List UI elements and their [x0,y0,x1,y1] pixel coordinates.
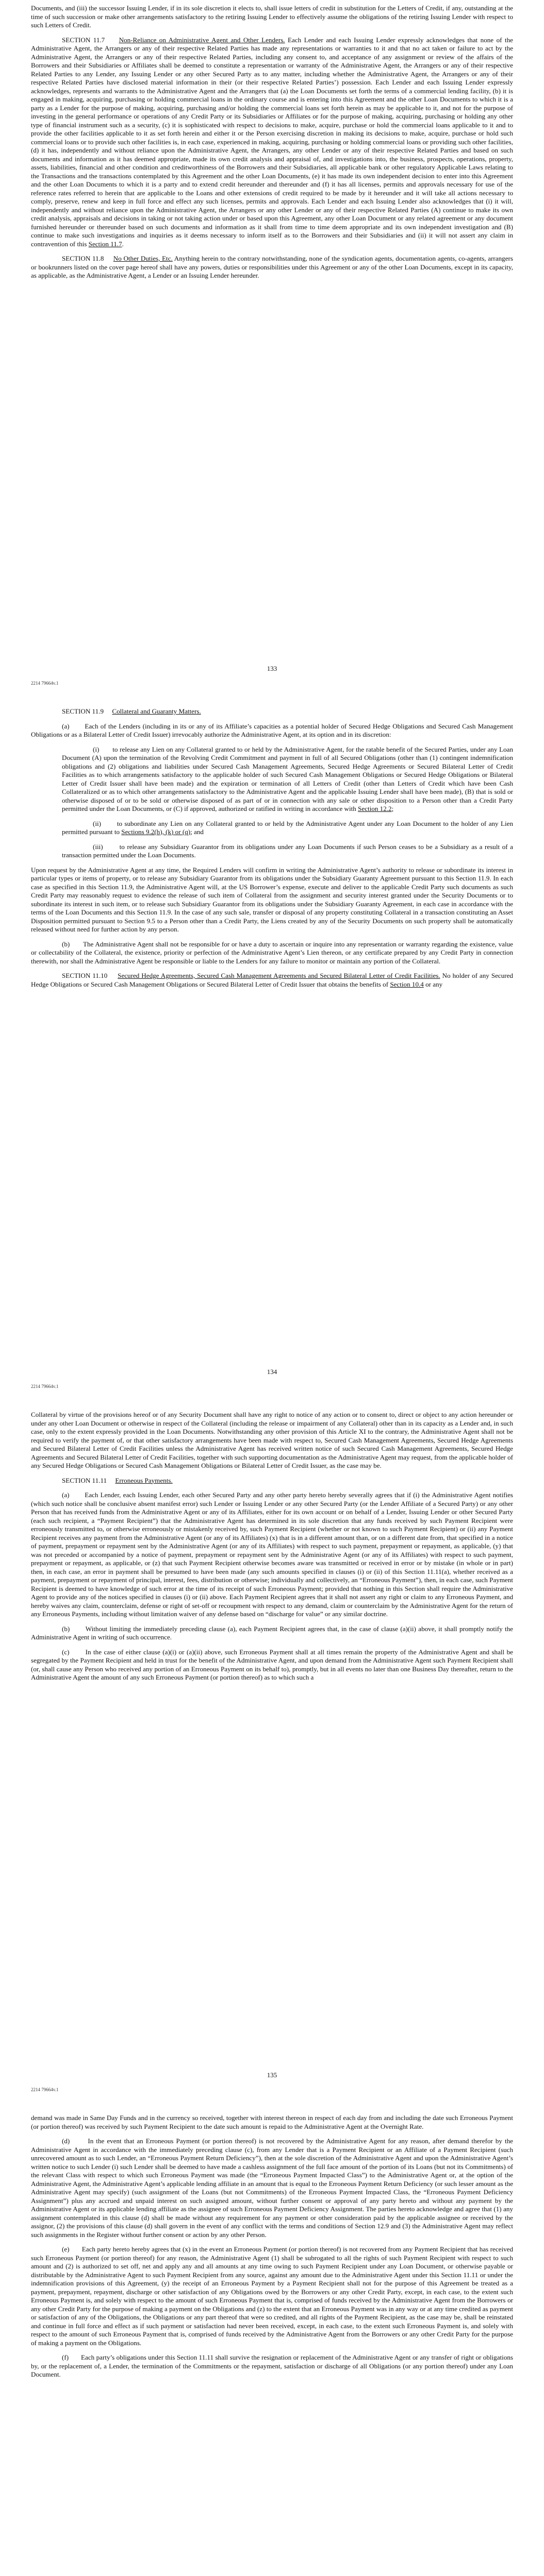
clause-text: to release any Subsidiary Guarantor from its obligations under any Loan Documents if such Person ceases to be a Subsidiary as a result of a transaction permitted under the Loan Documents. [62,842,513,859]
clause-label: (b) [62,940,70,948]
clause-label: (c) [62,1648,70,1656]
page-134 [0,703,544,1406]
clause-text: to release any Lien on any Collateral granted to or held by the Administrative Agent, for the ratable benefit of the Secured Parties, under any Loan Document (A) upon the termination of the Revolving Credit Commitment and payment in full of all Secured Obligations (other than (1) contingent indemnification obligations and (2) obligations and liabilities under Secured Cash Management Agreements, Secured Hedge Agreements or Secured Bilateral Letter of Credit Facilities as to which arrangements satisfactory to the applicable holder of such Secured Cash Management Obligations or Secured Hedge Obligations or Bilateral Letter of Credit Issuer shall have been made) and the expiration or termination of all Letters of Credit (other than Letters of Credit which have been Cash Collateralized or as to which other arrangements satisfactory to the Administrative Agent and the applicable Issuing Lender shall have been made), (B) that is sold or otherwise disposed of or to be sold or otherwise disposed of as part of or in connection with any sale or other disposition to a Person other than a Credit Party permitted under the Loan Documents, or (C) if approved, authorized or ratified in writing in accordance with [62,745,514,812]
section-number: SECTION 11.7 [62,36,105,44]
section-text-tail: or any [425,980,443,988]
clause-a [31,722,513,739]
clause-text: Each party hereto hereby agrees that (x) in the event an Erroneous Payment (or portion thereof) is not recovered from any Payment Recipient that has received such Erroneous Payment (or portion thereof) for any reason, the Administrative Agent (1) shall be subrogated to all the rights of such Payment Recipient with respect to such amount and (2) is authorized to set off, net and apply any and all amounts at any time owing to such Payment Recipient under any Loan Document, or otherwise payable or distributable by the Administrative Agent to such Payment Recipient from any source, against any amount due to the Administrative Agent under this Section 11.11 or under the indemnification provisions of this Agreement, (y) the receipt of an Erroneous Payment by a Payment Recipient shall not for the purpose of this Agreement be treated as a payment, prepayment, repayment, discharge or other satisfaction of any Obligations owed by the Borrowers or any other Credit Party, except, in each case, to the extent such Erroneous Payment is, and solely with respect to the amount of such Erroneous Payment that is, comprised of funds received by the Administrative Agent from the Borrowers or any other Credit Party for the purpose of making a payment on the Obligations and (z) to the extent that an Erroneous Payment was in any way or at any time credited as payment or satisfaction of any of the Obligations, the Obligations or any part thereof that were so credited, and all rights of the Payment Recipient, as the case may be, shall be reinstated and continue in full force and effect as if such payment or satisfaction had never been received, except, in each case, to the extent such Erroneous Payment is, and solely with respect to the amount of such Erroneous Payment that is, comprised of funds received by the Administrative Agent from the Borrowers or any other Credit Party for the purpose of making a payment on the Obligations. [31,2245,513,2347]
clause-label: (b) [62,1624,70,1633]
section-number: SECTION 11.11 [62,1476,107,1484]
clause-label: (d) [62,2137,70,2145]
page-number: 133 [267,665,277,672]
section-number: SECTION 11.10 [62,972,108,979]
clause-text: to subordinate any Lien on any Collateral granted to or held by the Administrative Agent under any Loan Document to the holder of any Lien permitted pursuant to [62,819,513,836]
section-title: Non-Reliance on Administrative Agent and Other Lenders. [119,36,285,44]
clause-text: Without limiting the immediately preceding clause (a), each Payment Recipient agrees that, in the case of clause (a)(ii) above, it shall promptly notify the Administrative Agent in writing of such occurrence. [31,1624,513,1641]
section-11-8 [31,255,513,280]
clause-label: (iii) [93,842,103,851]
paragraph: demand was made in Same Day Funds and in the currency so received, together with interest thereon in respect of each day from and including the date such Erroneous Payment (or portion thereof) was received by such Payment Recipient to the date such amount is repaid to the Administrative Agent at the Overnight Rate. [31,2114,513,2130]
section-link[interactable]: Section 10.4 [390,980,424,988]
section-link[interactable]: Sections 9.2(h), (k) or (q) [121,828,191,836]
section-11-11-heading [31,1477,513,1485]
paragraph: Documents, and (iii) the successor Issuing Lender, if in its sole discretion it elects to, shall issue letters of credit in substitution for the Letters of Credit, if any, outstanding at the time of such succession or make other arrangements satisfactory to the retiring Issuing Lender to effectively assume the obligations of the retiring Issuing Lender with respect to such Letters of Credit. [31,4,513,29]
page-136 [0,2110,544,2576]
clause-label: (e) [62,2245,70,2253]
section-number: SECTION 11.8 [62,255,104,262]
clause-iii [31,843,513,860]
clause-text: Each of the Lenders (including in its or any of its Affiliate’s capacities as a potential holder of Secured Hedge Obligations and Secured Cash Management Obligations or as a Bilateral Letter of Credit Issuer) irrevocably authorize the Administrative Agent, at its option and in its discretion: [31,722,514,738]
clause-f [31,2353,513,2379]
clause-text: In the event that an Erroneous Payment (or portion thereof) is not recovered by the Administrative Agent for any reason, after demand therefor by the Administrative Agent in accordance with the immediately preceding clause (c), from any Lender that is a Payment Recipient or an Affiliate of a Payment Recipient (such unrecovered amount as to such Lender, an “Erroneous Payment Return Deficiency”), then at the sole discretion of the Administrative Agent and upon the Administrative Agent’s written notice to such Lender (i) such Lender shall be deemed to have made a cashless assignment of the full face amount of the portion of its Loans (but not its Commitments) of the relevant Class with respect to which such Erroneous Payment was made (the “Erroneous Payment Impacted Class”) to the Administrative Agent or, at the option of the Administrative Agent, the Administrative Agent’s applicable lending affiliate in an amount that is equal to the Erroneous Payment Return Deficiency (or such lesser amount as the Administrative Agent may specify) (such assignment of the Loans (but not Commitments) of the Erroneous Payment Impacted Class, the “Erroneous Payment Deficiency Assignment”) plus any accrued and unpaid interest on such assigned amount, without further consent or approval of any party hereto and without any payment by the Administrative Agent or its applicable lending affiliate as the assignee of such Erroneous Payment Deficiency Assignment. The parties hereto acknowledge and agree that (1) any assignment contemplated in this clause (d) shall be made without any requirement for any payment or other consideration paid by the applicable assignee or received by the assignor, (2) the provisions of this clause (d) shall govern in the event of any conflict with the terms and conditions of Section 12.9 and (3) the Administrative Agent may reflect such assignments in the Register without further consent or action by any other Person. [31,2137,513,2239]
section-title: No Other Duties, Etc. [113,255,173,262]
clause-b [31,1625,513,1642]
section-text: Anything herein to the contrary notwithstanding, none of the syndication agents, documentation agents, co-agents, arrangers or bookrunners listed on the cover page hereof shall have any powers, duties or responsibilities under this Agreement or any of the other Loan Documents, except in its capacity, as applicable, as the Administrative Agent, a Lender or an Issuing Lender hereunder. [31,255,513,279]
clause-text: The Administrative Agent shall not be responsible for or have a duty to ascertain or inquire into any representation or warranty regarding the existence, value or collectability of the Collateral, the existence, priority or perfection of the Administrative Agent’s Lien thereon, or any certificate prepared by any Credit Party in connection therewith, nor shall the Administrative Agent be responsible or liable to the Lenders for any failure to monitor or maintain any portion of the Collateral. [31,940,513,965]
section-11-10 [31,972,513,989]
page-133 [0,0,544,703]
section-text: Each Lender and each Issuing Lender expressly acknowledges that none of the Administrative Agent, the Arrangers or any of their respective Related Parties has made any representations or warranties to it and that no act taken or failure to act by the Administrative Agent, the Arrangers or any of their respective Related Parties, including any consent to, and acceptance of any assignment or review of the affairs of the Borrowers and their Subsidiaries or Affiliates shall be deemed to constitute a representation or warranty of the Administrative Agent, the Arrangers or any of their respective Related Parties to any Lender, any Issuing Lender or any other Secured Party as to any matter, including whether the Administrative Agent, the Arrangers or any of their respective Related Parties have disclosed material information in their (or their respective Related Parties’) possession. Each Lender and each Issuing Lender expressly acknowledges, represents and warrants to the Administrative Agent and the Arrangers that (a) the Loan Documents set forth the terms of a commercial lending facility, (b) it is engaged in making, acquiring, purchasing or holding commercial loans in the ordinary course and is entering into this Agreement and the other Loan Documents to which it is a party as a Lender for the purpose of making, acquiring, purchasing and/or holding the commercial loans set forth herein as may be applicable to it, and not for the purpose of investing in the general performance or operations of any Credit Party or its Subsidiaries or Affiliates or for the purpose of making, acquiring, purchasing or holding any other type of financial instrument such as a security, (c) it is sophisticated with respect to decisions to make, acquire, purchase or hold the commercial loans applicable to it and to provide the other facilities applicable to it as set forth herein and either it or the Person exercising discretion in making its decisions to make, acquire, purchase or hold such commercial loans or to provide such other facilities is, in each case, experienced in making, acquiring, purchasing or holding commercial loans or providing such other facilities, (d) it has, independently and without reliance upon the Administrative Agent, the Arrangers, any other Lender or any of their respective Related Parties and based on such documents and information as it has deemed appropriate, made its own credit analysis and appraisal of, and investigations into, the business, prospects, operations, property, assets, liabilities, financial and other condition and creditworthiness of the Borrowers and their Subsidiaries, all applicable bank or other regulatory Applicable Laws relating to the Transactions and the transactions contemplated by this Agreement and the other Loan Documents, (e) it has made its own independent decision to enter into this Agreement and the other Loan Documents to which it is a party and to extend credit hereunder and thereunder and (f) it has all licenses, permits and approvals necessary for use of the reference rates referred to herein that are applicable to the Loans and other extensions of credit required to be made by it hereunder and it will take all actions necessary to comply, preserve, renew and keep in full force and effect any such licenses, permits and approvals. Each Lender and each Issuing Lender also acknowledges that (i) it will, independently and without reliance upon the Administrative Agent, the Arrangers or any other Lender or any of their respective Related Parties (A) continue to make its own credit analysis, appraisals and decisions in taking or not taking action under or based upon this Agreement, any other Loan Document or any related agreement or any document furnished hereunder or thereunder based on such documents and information as it shall from time to time deem appropriate and its own independent investigation and (B) continue to make such investigations and inquiries as it deems necessary to inform itself as to the Borrowers and their Subsidiaries and (ii) it will not assert any claim in contravention of this [31,36,513,248]
clause-text: In the case of either clause (a)(i) or (a)(ii) above, such Erroneous Payment shall at all times remain the property of the Administrative Agent and shall be segregated by the Payment Recipient and held in trust for the benefit of the Administrative Agent, and upon demand from the Administrative Agent such Payment Recipient shall (or, shall cause any Person who received any portion of an Erroneous Payment on its behalf to), promptly, but in all events no later than one Business Day thereafter, return to the Administrative Agent the amount of any such Erroneous Payment (or portion thereof) as to which such a [31,1648,513,1681]
page-number: 134 [267,1368,277,1376]
clause-i: (i) to release any Lien on any Collateral granted to or held by the Administrative Agent, for the ratable benefit of the Secured Parties, under any Loan Document (A) upon the termination of the Revolving Credit Commitment and payment in full of all Secured Obligations (other than (1) contingent indemnification obligations and (2) obligations and liabilities under Secured Cash Management Agreements, Secured Hedge Agreements or Secured Bilateral Letter of Credit Facilities as to which arrangements satisfactory to the applicable holder of such Secured Cash Management Obligations or Secured Hedge Obligations or Bilateral Letter of Credit Issuer shall have been made) and the expiration or termination of all Letters of Credit (other than Letters of Credit which have been Cash Collateralized or as to which other arrangements satisfactory to the Administrative Agent and the applicable Issuing Lender shall have been made), (B) that is sold or otherwise disposed of or to be sold or otherwise disposed of as part of or in connection with any sale or other disposition to a Person other than a Credit Party permitted under the Loan Documents, or (C) if approved, authorized or ratified in writing in accordance with Section 12.2; [62,745,514,812]
clause-b [31,940,513,966]
clause-text: Each party’s obligations under this Section 11.11 shall survive the resignation or replacement of the Administrative Agent or any transfer of right or obligations by, or the replacement of, a Lender, the termination of the Commitments or the repayment, satisfaction or discharge of all Obligations (or any portion thereof) under any Loan Document. [31,2353,514,2378]
clause-label: (i) [93,745,100,753]
paragraph: Upon request by the Administrative Agent at any time, the Required Lenders will confirm in writing the Administrative Agent’s authority to release or subordinate its interest in particular types or items of property, or to release any Subsidiary Guarantor from its obligations under the Subsidiary Guaranty Agreement pursuant to this Section 11.9. In each case as specified in this Section 11.9, the Administrative Agent will, at the US Borrower’s expense, execute and deliver to the applicable Credit Party such documents as such Credit Party may reasonably request to evidence the release of such item of Collateral from the assignment and security interest granted under the Security Documents or to subordinate its interest in such item, or to release such Subsidiary Guarantor from its obligations under the Subsidiary Guaranty Agreement, in each case in accordance with the terms of the Loan Documents and this Section 11.9. In the case of any such sale, transfer or disposal of any property constituting Collateral in a transaction constituting an Asset Disposition permitted pursuant to Section 9.5 to a Person other than a Credit Party, the Liens created by any of the Security Documents on such property shall be automatically released without need for further action by any person. [31,866,513,933]
clause-a [31,1491,513,1619]
section-title: Secured Hedge Agreements, Secured Cash Management Agreements and Secured Bilateral Letter of Credit Facilities. [118,972,440,979]
clause-c [31,1648,513,1682]
clause-text: Each Lender, each Issuing Lender, each other Secured Party and any other party hereto hereby severally agrees that if (i) the Administrative Agent notifies (which such notice shall be conclusive absent manifest error) such Lender or Issuing Lender or any other Secured Party (or the Lender Affiliate of a Secured Party) or any other Person that has received funds from the Administrative Agent or any of its Affiliates, either for its own account or on behalf of a Lender, Issuing Lender or other Secured Party (each such recipient, a “Payment Recipient”) that the Administrative Agent has determined in its sole discretion that any funds received by such Payment Recipient were erroneously transmitted to, or otherwise erroneously or mistakenly received by, such Payment Recipient (whether or not known to such Payment Recipient) or (ii) any Payment Recipient receives any payment from the Administrative Agent (or any of its Affiliates) (x) that is in a different amount than, or on a different date from, that specified in a notice of payment, prepayment or repayment sent by the Administrative Agent (or any of its Affiliates) with respect to such payment, prepayment or repayment, as applicable, (y) that was not preceded or accompanied by a notice of payment, prepayment or repayment sent by the Administrative Agent (or any of its Affiliates) with respect to such payment, prepayment or repayment, as applicable, or (z) that such Payment Recipient otherwise becomes aware was transmitted or received in error or by mistake (in whole or in part) then, in each case, an error in payment shall be presumed to have been made (any such amounts specified in clauses (i) or (ii) of this Section 11.11(a), whether received as a payment, prepayment or repayment of principal, interest, fees, distribution or otherwise; individually and collectively, an “Erroneous Payment”), then, in each case, such Payment Recipient is deemed to have knowledge of such error at the time of its receipt of such Erroneous Payment; provided that nothing in this Section shall require the Administrative Agent to provide any of the notices specified in clauses (i) or (ii) above. Each Payment Recipient agrees that it shall not assert any right or claim to any Erroneous Payment, and hereby waives any claim, counterclaim, defense or right of set-off or recoupment with respect to any demand, claim or counterclaim by the Administrative Agent for the return of any Erroneous Payments, including without limitation waiver of any defense based on “discharge for value” or any similar doctrine. [31,1491,513,1618]
clause-label: (ii) [93,819,101,827]
clause-e [31,2245,513,2347]
clause-d [31,2137,513,2239]
page-135 [0,1406,544,2110]
document-id: 2214 79664v.1 [31,2087,59,2092]
section-title: Collateral and Guaranty Matters. [112,707,201,715]
document-id: 2214 79664v.1 [31,681,59,686]
document-id: 2214 79664v.1 [31,1384,59,1389]
section-link[interactable]: Section 11.7 [88,240,122,248]
clause-label: (f) [62,2353,69,2361]
clause-label: (a) [62,722,70,730]
paragraph: Collateral by virtue of the provisions hereof or of any Security Document shall have any right to notice of any action or to consent to, direct or object to any action hereunder or under any other Loan Document or otherwise in respect of the Collateral (including the release or impairment of any Collateral) other than in its capacity as a Lender and, in such case, only to the extent expressly provided in the Loan Documents. Notwithstanding any other provision of this Article XI to the contrary, the Administrative Agent shall not be required to verify the payment of, or that other satisfactory arrangements have been made with respect to, Secured Cash Management Agreements, Secured Hedge Agreements and Secured Bilateral Letter of Credit Facilities unless the Administrative Agent has received written notice of such Secured Cash Management Agreements, Secured Hedge Agreements and Secured Bilateral Letter of Credit Facilities, together with such supporting documentation as the Administrative Agent may request, from the applicable holder of any Secured Hedge Obligations or Secured Cash Management Obligations or Bilateral Letter of Credit Issuer, as the case may be. [31,1411,513,1469]
section-link[interactable]: Section 12.2 [358,805,392,812]
clause-ii: (ii) to subordinate any Lien on any Collateral granted to or held by the Administrative Agent under any Loan Document to the holder of any Lien permitted pursuant to Sections 9.2(h), (k) or (q); and [62,819,513,836]
section-text: No holder of any Secured Hedge Obligations or Secured Cash Management Obligations or Secured Bilateral Letter of Credit Issuer that obtains the benefits of [31,972,513,988]
section-11-7: SECTION 11.7 Non-Reliance on Administrative Agent and Other Lenders. Each Lender and each Issuing Lender expressly acknowledges that none of the Administrative Agent, the Arrangers or any of their respective Related Parties has made any representations or warranties to it and that no act taken or failure to act by the Administrative Agent, the Arrangers or any of their respective Related Parties, including any consent to, and acceptance of any assignment or review of the affairs of the Borrowers and their Subsidiaries or Affiliates shall be deemed to constitute a representation or warranty of the Administrative Agent, the Arrangers or any of their respective Related Parties to any Lender, any Issuing Lender or any other Secured Party as to any matter, including whether the Administrative Agent, the Arrangers or any of their respective Related Parties have disclosed material information in their (or their respective Related Parties’) possession. Each Lender and each Issuing Lender expressly acknowledges, represents and warrants to the Administrative Agent and the Arrangers that (a) the Loan Documents set forth the terms of a commercial lending facility, (b) it is engaged in making, acquiring, purchasing or holding commercial loans in the ordinary course and is entering into this Agreement and the other Loan Documents to which it is a party as a Lender for the purpose of making, acquiring, purchasing and/or holding the commercial loans set forth herein as may be applicable to it, and not for the purpose of investing in the general performance or operations of any Credit Party or its Subsidiaries or Affiliates or for the purpose of making, acquiring, purchasing or holding any other type of financial instrument such as a security, (c) it is sophisticated with respect to decisions to make, acquire, purchase or hold the commercial loans applicable to it and to provide the other facilities applicable to it as set forth herein and either it or the Person exercising discretion in making its decisions to make, acquire, purchase or hold such commercial loans or to provide such other facilities is, in each case, experienced in making, acquiring, purchasing or holding commercial loans or providing such other facilities, (d) it has, independently and without reliance upon the Administrative Agent, the Arrangers, any other Lender or any of their respective Related Parties and based on such documents and information as it has deemed appropriate, made its own credit analysis and appraisal of, and investigations into, the business, prospects, operations, property, assets, liabilities, financial and other condition and creditworthiness of the Borrowers and their Subsidiaries, all applicable bank or other regulatory Applicable Laws relating to the Transactions and the transactions contemplated by this Agreement and the other Loan Documents, (e) it has made its own independent decision to enter into this Agreement and the other Loan Documents to which it is a party and to extend credit hereunder and thereunder and (f) it has all licenses, permits and approvals necessary for use of the reference rates referred to herein that are applicable to the Loans and other extensions of credit required to be made by it hereunder and it will take all actions necessary to comply, preserve, renew and keep in full force and effect any such licenses, permits and approvals. Each Lender and each Issuing Lender also acknowledges that (i) it will, independently and without reliance upon the Administrative Agent, the Arrangers or any other Lender or any of their respective Related Parties (A) continue to make its own credit analysis, appraisals and decisions in taking or not taking action under or based upon this Agreement, any other Loan Document or any related agreement or any document furnished hereunder or thereunder based on such documents and information as it shall from time to time deem appropriate and its own independent investigation and (B) continue to make such investigations and inquiries as it deems necessary to inform itself as to the Borrowers and their Subsidiaries and (ii) it will not assert any claim in contravention of this Section 11.7. [31,36,513,248]
page-number: 135 [267,2071,277,2079]
section-11-9-heading [31,707,513,716]
clause-label: (a) [62,1491,70,1499]
section-title: Erroneous Payments. [115,1476,173,1484]
section-number: SECTION 11.9 [62,707,104,715]
